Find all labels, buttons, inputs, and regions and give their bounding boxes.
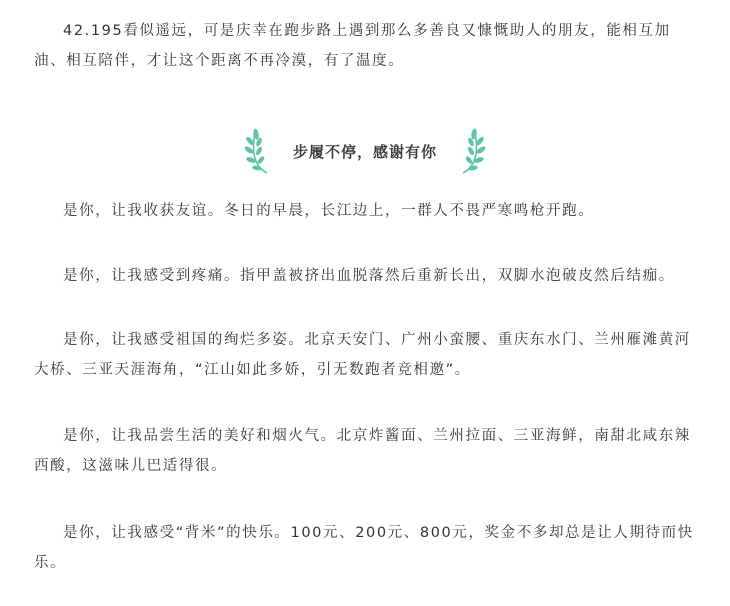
paragraph-pain: 是你，让我感受到疼痛。指甲盖被挤出血脱落然后重新长出，双脚水泡破皮然后结痂。 [63, 268, 675, 284]
paragraph-food: 是你，让我品尝生活的美好和烟火气。北京炸酱面、兰州拉面、三亚海鲜，南甜北咸东辣西酸，这滋味儿巴适得很。 [34, 428, 691, 474]
paragraph-scenery: 是你，让我感受祖国的绚烂多姿。北京天安门、广州小蛮腰、重庆东水门、兰州雁滩黄河大桥、三亚天涯海角，“江山如此多娇，引无数跑者竞相邀”。 [34, 332, 691, 378]
paragraph-prize: 是你，让我感受“背米”的快乐。100元、200元、800元，奖金不多却总是让人期待而快乐。 [34, 525, 694, 571]
section-heading [0, 126, 730, 176]
paragraph-friendship: 是你，让我收获友谊。冬日的早晨，长江边上，一群人不畏严寒鸣枪开跑。 [63, 203, 595, 219]
section-title: 步履不停，感谢有你 [292, 142, 437, 161]
laurel-right-icon [451, 127, 487, 175]
intro-paragraph: 42.195看似遥远，可是庆幸在跑步路上遇到那么多善良又慷慨助人的朋友，能相互加油、相互陪伴，才让这个距离不再冷漠，有了温度。 [34, 23, 671, 69]
laurel-left-icon [243, 127, 279, 175]
